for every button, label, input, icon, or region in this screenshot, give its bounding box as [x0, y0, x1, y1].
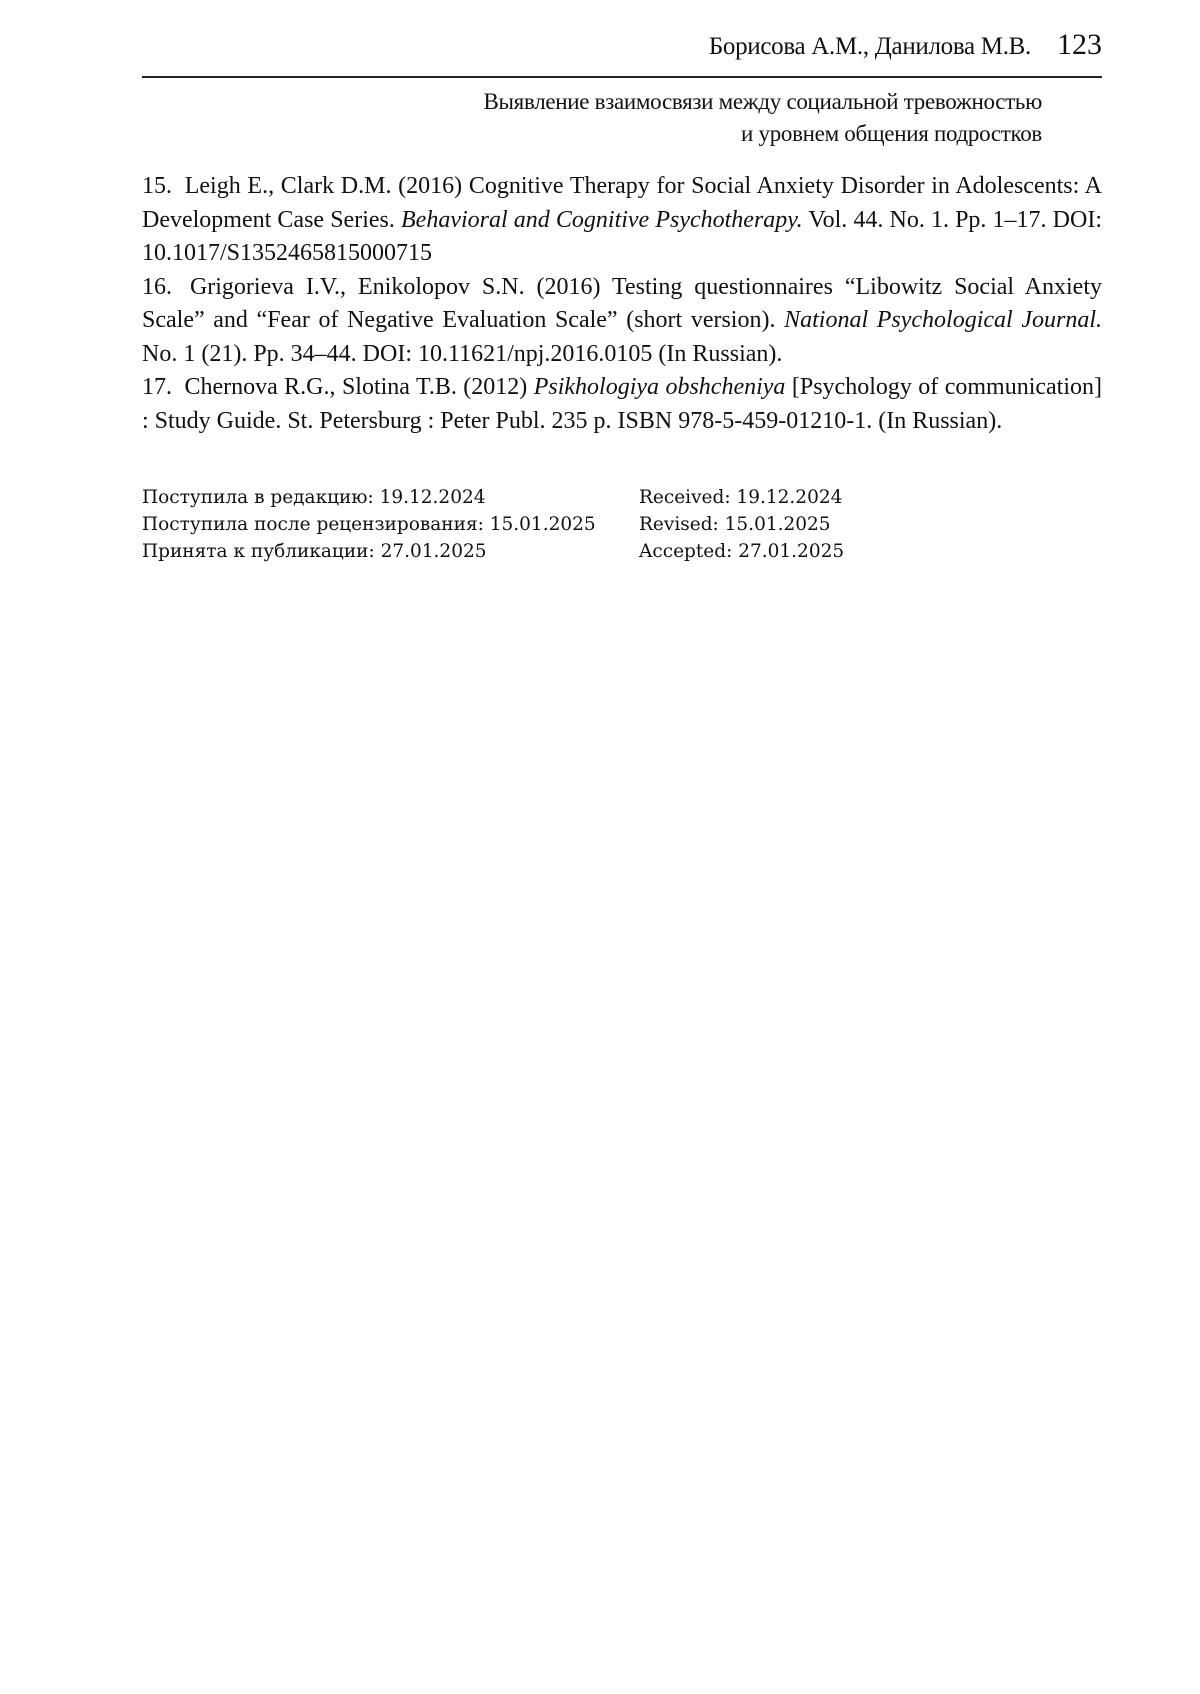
reference-text: Grigorieva I.V., Enikolopov S.N. (2016) Testing questionnaires “Libowitz Social Anxiety Scale” and “Fear of Negative Evaluation Scale” (short version). [142, 273, 1102, 333]
reference-list [142, 170, 1102, 438]
header-divider [142, 76, 1102, 78]
date-received-en: Received: 19.12.2024 [639, 487, 843, 508]
page-number: 123 [1057, 28, 1102, 61]
date-row-received [142, 484, 1102, 511]
reference-number: 15. [142, 173, 172, 199]
reference-item-17 [142, 371, 1102, 438]
date-revised-en: Revised: 15.01.2025 [639, 514, 831, 535]
reference-details: [Psychology of communication] : Study Guide. St. Petersburg : Peter Publ. 235 p. ISBN 978-5-459-01210-1. (In Russian). [142, 374, 1103, 434]
reference-details: No. 1 (21). Pp. 34–44. DOI: 10.11621/npj.2016.0105 (In Russian). [142, 340, 783, 367]
running-head-authors: Борисова А.М., Данилова М.В. [708, 33, 1031, 60]
running-head-title-line-2: и уровнем общения подростков [741, 121, 1042, 146]
date-revised-ru: Поступила после рецензирования: 15.01.2025 [142, 514, 596, 535]
reference-text: Leigh E., Clark D.M. (2016) Cognitive Therapy for Social Anxiety Disorder in Adolescents: A Development Case Series. [142, 173, 1103, 233]
reference-text: Chernova R.G., Slotina T.B. (2012) [184, 374, 528, 400]
date-accepted-ru: Принята к публикации: 27.01.2025 [142, 541, 487, 562]
reference-number: 17. [142, 374, 172, 400]
date-received-ru: Поступила в редакцию: 19.12.2024 [142, 487, 486, 508]
reference-details: Vol. 44. No. 1. Pp. 1–17. DOI: 10.1017/S1352465815000715 [142, 206, 1103, 266]
reference-number: 16. [142, 273, 172, 300]
reference-journal: National Psychological Journal. [784, 307, 1103, 333]
running-head [709, 28, 1102, 62]
reference-journal: Behavioral and Cognitive Psychotherapy. [401, 206, 803, 233]
running-head-title-line-1: Выявление взаимосвязи между социальной тревожностью [483, 89, 1042, 114]
reference-book-title: Psikhologiya obshcheniya [533, 374, 786, 400]
date-row-accepted [142, 538, 1102, 565]
reference-item-15 [142, 170, 1102, 271]
running-head-title [483, 86, 1042, 150]
date-row-revised [142, 511, 1102, 538]
date-accepted-en: Accepted: 27.01.2025 [639, 541, 845, 562]
publication-dates [142, 484, 1102, 565]
reference-item-16 [142, 271, 1102, 372]
